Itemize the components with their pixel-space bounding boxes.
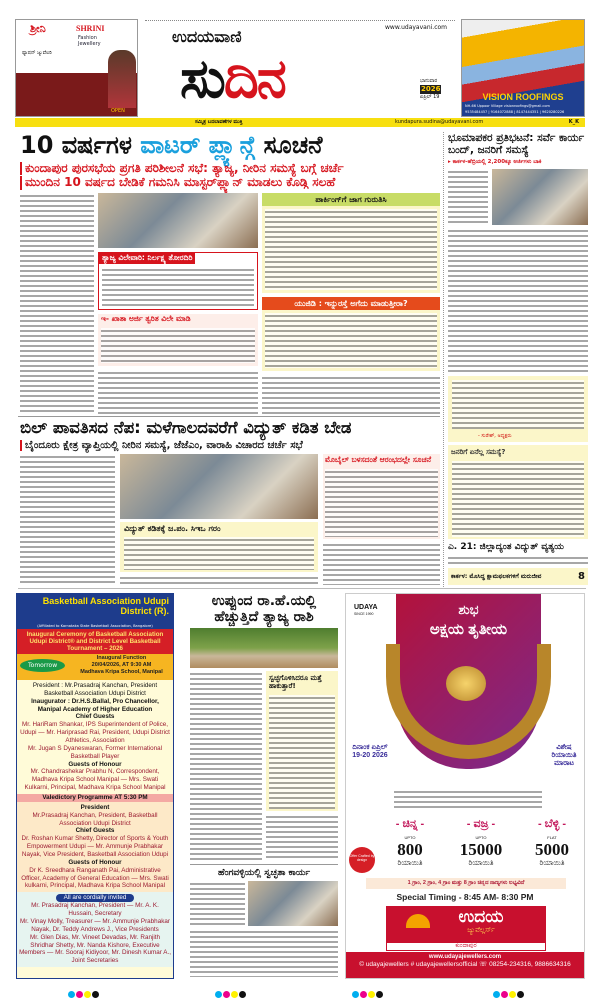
- vision-roofings-ad: [461, 19, 585, 117]
- guest-line: Inaugurator : Dr.H.S.Ballal, Pro Chancellor, Manipal Academy of Higher Education: [31, 697, 159, 713]
- weekday: ಭಾನುವಾರ: [420, 78, 438, 84]
- vision-phones: 9535484457 | 9164072888 | 8147444351 | 9620280226: [465, 110, 565, 114]
- website[interactable]: www.udayavani.com: [385, 24, 448, 31]
- lead-story: [20, 132, 440, 414]
- guest-heading: President: [80, 803, 110, 811]
- inaugural-banner: [17, 654, 173, 680]
- invite-label: All are cordially invited: [56, 894, 135, 902]
- year: 2026: [421, 84, 441, 93]
- dateline: [420, 78, 441, 100]
- udaya-logo-block: [386, 906, 546, 942]
- udaya-logo: ಉದಯ: [458, 907, 504, 926]
- udaya-website[interactable]: www.udayajewellers.com: [428, 954, 502, 960]
- inaugural-guests: [17, 680, 173, 794]
- edition: K_K: [568, 119, 579, 125]
- guest-heading: Guests of Honour: [68, 858, 122, 866]
- guest-heading: Guests of Honour: [68, 760, 122, 768]
- masthead: [180, 47, 285, 110]
- udaya-logo-sub: ಜ್ಯುವೆಲ್ಲರ್ಸ್: [467, 927, 495, 934]
- karkala-teaser[interactable]: [448, 568, 588, 585]
- special-sale: ವಿಶೇಷ ರಿಯಾಯಿತಿ ಮಾರಾಟ: [551, 744, 577, 767]
- offer-diamond: [447, 818, 515, 868]
- offer-unit: ರಿಯಾಯಿತಿ: [397, 860, 423, 867]
- ugd-title: ಯುಜಿಡಿ : ಇನ್ನುರಸ್ತೆ ಅಗೆದು ಮಾಡುತ್ತೀರಾ?: [262, 297, 440, 310]
- right-column: [448, 132, 588, 585]
- offer-pre: UPTO: [404, 835, 416, 840]
- parking-title: ಪಾರ್ಕಿಂಗ್‌ಗೆ ಜಾಗ ಗುರುತಿಸಿ: [262, 193, 440, 206]
- shrini-brand-kn: ಶ್ರೀನಿ: [30, 22, 46, 35]
- basketball-ceremony: Inaugural Ceremony of Basketball Association Udupi District® and District Level Basketball Tournament – 2026: [17, 629, 173, 654]
- footer-band: [346, 952, 584, 979]
- guest-line: Mr.Prasadraj Kanchan, President, Basketball Association Udupi District: [32, 811, 158, 827]
- lead-headline-c: ಗೆ ಸೂಚನೆ: [255, 131, 323, 159]
- electricity-story: [20, 419, 440, 585]
- middle-bottom: [190, 593, 338, 977]
- udaya-jewellers-ad: [345, 593, 585, 979]
- offer-name: - ಬೆಳ್ಳಿ -: [537, 818, 567, 830]
- tagline-bar: [15, 118, 585, 127]
- offer-unit: ರಿಯಾಯಿತಿ: [539, 860, 565, 867]
- offer-pre: UPTO: [475, 835, 487, 840]
- waste-box-title: ತ್ಯಾಜ್ಯ ವಿಲೇವಾರಿ: ನಿರ್ಲಕ್ಷ್ಯ ತೋರದಿರಿ: [99, 253, 195, 264]
- shrini-tag: Fashion Jewellery: [78, 35, 101, 47]
- teaser-page: 8: [578, 571, 585, 582]
- meeting-photo: [120, 454, 318, 519]
- city: ಕುಂದಾಪುರ: [386, 942, 546, 951]
- lead-sub2: ಮುಂದಿನ 10 ವರ್ಷದ ಬೇಡಿಕೆ ಗಮನಿಸಿ ಮಾಸ್ಟರ್‌ಪ್ಲ್ಯಾನ್ ಮಾಡಲು ಕೊಡ್ಗಿ ಸಲಹೆ: [20, 176, 440, 190]
- problems-box: [448, 445, 588, 539]
- festival-title-2: ಅಕ್ಷಯ ತೃತೀಯ: [429, 621, 508, 638]
- shrini-sub: ಫ್ಯಾಷನ್ ಜ್ಯುವೆಲರಿ: [22, 50, 52, 56]
- electricity-headline: ಬಿಲ್ ಪಾವತಿಸದ ನೆಪ: ಮಳೆಗಾಲದವರೆಗೆ ವಿದ್ಯುತ್ ಕಡಿತ ಬೇಡ: [20, 418, 352, 437]
- ceo-caption: ವಿದ್ಯುತ್ ಕಡಿತಕ್ಕೆ ಜ.ಪಂ. ಸಿಇಒ ಗರಂ: [124, 524, 221, 533]
- offer-silver: [520, 818, 584, 868]
- guest-heading: Chief Guests: [75, 713, 115, 721]
- basketball-ad: [16, 593, 174, 979]
- offer-badge: Offer Crafted by design: [349, 847, 375, 873]
- problems-title: ಜನರಿಗೆ ಏನೆಲ್ಲ ಸಮಸ್ಯೆ?: [451, 447, 506, 456]
- offer-name: - ವಜ್ರ -: [466, 818, 496, 830]
- lead-sub1: ಕುಂದಾಪುರ ಪುರಸಭೆಯ ಪ್ರಗತಿ ಪರಿಶೀಲನೆ ಸಭೆ: ತ್ಯಾಜ್ಯ, ನೀರಿನ ಸಮಸ್ಯೆ ಬಗ್ಗೆ ಚರ್ಚೆ: [20, 162, 440, 176]
- hengavalli-headline: ಹೆಂಗವಳ್ಳಿಯಲ್ಲಿ ಸ್ವಚ್ಛತಾ ಕಾರ್ಯ: [190, 864, 338, 878]
- shrini-brand-en: SHRINI: [76, 24, 105, 33]
- electricity-sub: ಬೈಂದೂರು ಕ್ಷೇತ್ರ ವ್ಯಾಪ್ತಿಯಲ್ಲಿ ನೀರಿನ ಸಮಸ್ಯೆ, ಜೆಜೆಎಂ, ವಾರಾಹಿ ವಿಚಾರದ ಚರ್ಚೆ ಸಭೆ: [20, 440, 440, 452]
- guest-line: President : Mr.Prasadraj Kanchan, President Basketball Association Udupi District: [32, 682, 158, 697]
- offers: [378, 818, 584, 868]
- ekhata-title: ಇ- ಖಾತಾ ಅರ್ಜಿ ತ್ವರಿತ ವಿಲೇ ಮಾಡಿ: [101, 314, 191, 324]
- offer-name: - ಚಿನ್ನ -: [395, 818, 425, 830]
- teaser-text: ಕಾರ್ಕಳ: ಮೊಸಿದ್ಧ ಕ್ಷಾಮಫಲಕಗಳಿಗೆ ಮರುಜೀವ: [451, 572, 542, 580]
- offer-gold: [378, 818, 442, 868]
- guest-heading: Chief Guests: [75, 827, 115, 835]
- guest-line: Mr. Chandrashekar Prabhu N, Correspondent, Madhava Kripa School Manipal — Mrs. Swati Kulkarni, Principal, Madhava Kripa School Manipal: [24, 768, 166, 792]
- basketball-title: Basketball Association Udupi District (R).: [17, 594, 173, 624]
- date-text: ದಿನಾಂಕ ಏಪ್ರಿಲ್ 19-20 2026: [352, 744, 388, 759]
- tomorrow-badge: Tomorrow: [20, 659, 65, 672]
- clean-box: [266, 671, 338, 811]
- clean-box-title: ಸ್ವಚ್ಛಗೊಳಿಸಿದರೂ ಮತ್ತೆ ಹಾಕುತ್ತಾರೆ!: [269, 674, 322, 691]
- member-line: Mr. Glen Dias, Mr. Vineet Devadas, Mr. Ranjith Shridhar Shetty, Mr. Nanda Kishore, Executive Members — Mr. Sooraj Kidiyoor, Mr. Dinesh Kumar A., Joint Secretaries: [19, 933, 171, 965]
- guest-line: Mr. Jugan S Dyaneswaran, Former International Basketball Player: [27, 744, 163, 760]
- offer-unit: ರಿಯಾಯಿತಿ: [468, 860, 494, 867]
- parking-box: [262, 193, 440, 293]
- udaya-since: SINCE 1990: [354, 612, 374, 616]
- quote-attribution: - ಸುರೇಶ್, ಅಧ್ಯಕ್ಷರು: [478, 432, 512, 439]
- invite: [17, 892, 173, 967]
- survey-sub: ▸ ಕಾರ್ಕಳ-ಹೆಬ್ರಿಯಲ್ಲಿ 2,200ಕ್ಕೂ ಅರ್ಜಿಗಳು ಬಾಕಿ: [448, 159, 542, 166]
- shrini-ad: [15, 19, 138, 117]
- vision-name: VISION ROOFINGS: [482, 92, 564, 102]
- offer-amount: 15000: [459, 840, 503, 859]
- survey-photo: [492, 169, 588, 225]
- coins-line: 1 ಗ್ರಾಂ, 2 ಗ್ರಾಂ, 4 ಗ್ರಾಂ ಮತ್ತು 8 ಗ್ರಾಂ ಚಿನ್ನದ ನಾಣ್ಯಗಳು ಲಭ್ಯವಿದೆ: [366, 878, 566, 889]
- udaya-brand: UDAYA: [354, 604, 378, 611]
- lead-headline-a: 10 ವರ್ಷಗಳ: [20, 131, 141, 159]
- lead-headline-b: ವಾಟರ್ ಪ್ಲ್ಯಾನ್: [140, 131, 256, 159]
- shrini-model: [108, 50, 136, 108]
- vision-address: NH-66 Uppoor Village visionroofings@gmail.com: [465, 104, 550, 108]
- tagline: ಸಮ್ಮಿಶ್ರ ಬದಲಾವಣೆಗಳ ಮುಕ್ತಿ: [195, 119, 243, 125]
- masthead-small: ಉದಯವಾಣಿ: [172, 27, 242, 46]
- gold-pot: [446, 666, 486, 701]
- shrini-open: OPEN: [111, 108, 125, 114]
- hengavalli-photo: [248, 881, 338, 926]
- ceo-box: [120, 522, 318, 572]
- guest-line: Dr K. Sreedhara Ranganath Pai, Administrative Officer, Academy of General Education — Mrs. Swati kulkarni, Principal, Madhava Kripa School Manipal: [21, 866, 169, 890]
- garbage-photo: [190, 628, 338, 668]
- valedictory: Valedictory Programme AT 5:30 PM: [17, 794, 173, 802]
- power-cut-headline: ಎ. 21: ಜಿಲ್ಲಾದ್ಯಂತ ವಿದ್ಯುತ್ ವ್ಯತ್ಯಯ: [448, 541, 564, 552]
- waste-box: [98, 252, 258, 310]
- ugd-box: [262, 297, 440, 371]
- udaya-contact: © udayajewellers # udayajewellersofficial ☏ 08254-234316, 9886634316: [359, 961, 571, 969]
- date: ಏಪ್ರಿಲ್ 19: [420, 93, 440, 100]
- inaugural-where: Madhava Kripa School, Manipal: [80, 668, 163, 675]
- offer-amount: 5000: [535, 840, 569, 859]
- mobile-box: [323, 454, 440, 539]
- member-line: Mr. Vinay Molly, Treasurer — Mr. Ammunje Prabhakar Nayak, Dr. Teddy Andrews J., Vice Presidents: [20, 917, 170, 933]
- masthead-red: ದಿನ: [223, 47, 285, 110]
- inaugural-function: Inaugural Function: [96, 655, 147, 661]
- special-timing: Special Timing - 8:45 AM- 8:30 PM: [396, 892, 534, 902]
- lead-photo: [98, 193, 258, 248]
- survey-headline: ಭೂಮಾಪಕರ ಪ್ರತಿಭಟನೆ: ಸರ್ವೆ ಕಾರ್ಯ ಬಂದ್, ಜನರಿಗೆ ಸಮಸ್ಯೆ: [448, 132, 585, 157]
- inaugural-when: 20/04/2026, AT 9:30 AM: [91, 661, 152, 668]
- ekhata-box: [98, 314, 258, 366]
- valedictory-guests: [17, 802, 173, 892]
- guest-line: Dr. Roshan Kumar Shetty, Director of Sports & Youth Empowerment Udupi — Mr. Ammunje Prabhakar Nayak, Vice President, Basketball Association Udupi: [21, 835, 169, 859]
- offer-pre: FLAT: [547, 835, 557, 840]
- masthead-black: ಸು: [180, 47, 224, 110]
- member-line: Mr. Prasadraj Kanchan, President — Mr. A. K. Hussain, Secretary: [31, 902, 159, 918]
- mobile-title: ಮೊಬೈಲ್ ಬಳಸದಂತೆ ಆರಂಭದಲ್ಲೇ ಸೂಚನೆ: [325, 455, 432, 465]
- guest-line: Mr. HariRam Shankar, IPS Superintendent of Police, Udupi — Mr. Hariprasad Rai, President, Udupi District Athletics, Association: [20, 721, 170, 745]
- offer-amount: 800: [397, 840, 423, 859]
- quote-box: [448, 376, 588, 442]
- email[interactable]: kundapura.sudina@udayavani.com: [395, 119, 484, 125]
- uppunda-headline: ಉಪ್ಪುಂದ ರಾ.ಹೆ.ಯಲ್ಲಿ ಹೆಚ್ಚುತ್ತಿದೆ ತ್ಯಾಜ್ಯ ರಾಶಿ: [211, 593, 317, 626]
- festival-title-1: ಶುಭ: [458, 602, 479, 617]
- basketball-affil: (Affiliated to Karnataka State Basketball Association, Bangalore): [17, 624, 173, 629]
- lead-headline: [20, 132, 440, 160]
